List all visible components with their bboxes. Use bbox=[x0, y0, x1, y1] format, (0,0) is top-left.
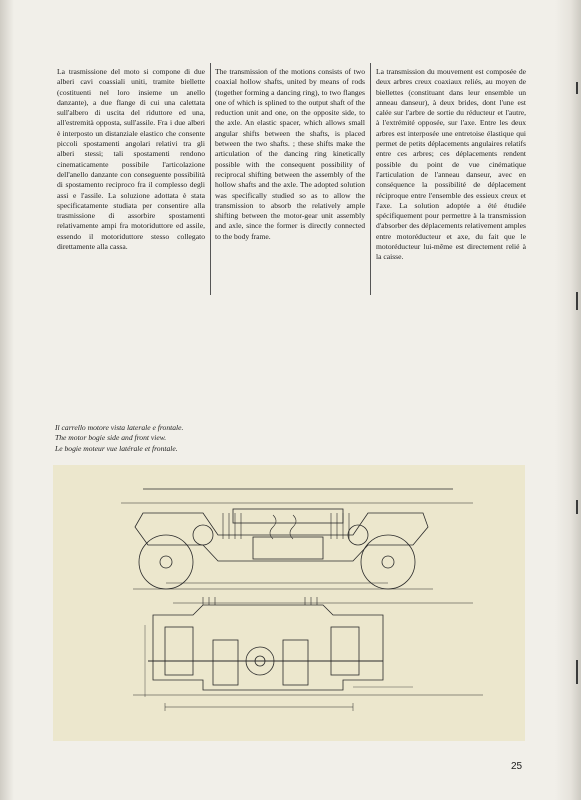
french-text-column: La transmission du mouvement est composée de deux arbres creux coaxiaux reliés, au moyen de biellettes (constituant dans leur ensemble un anneau danseur), à deux brides, dont l'une est calée sur l'arbre de sortie du réducteur et l'autre, à l'extrémité opposée, sur l'axe. Entre les deux arbres est interposée une entretoise élastique qui permet de petits déplacements angulaires relatifs entre ces arbres; ces déplacements rendent possible du point de vue cinématique l'articulation de l'anneau danseur, avec en conséquence la possibilité de déplacement réciproque entre l'ensemble des essieux creux et l'axe. La solution adoptée a été étudiée spécifiquement pour permettre à la transmission d'absorber des déplacements relativement amples entre motoréducteur et axe, du fait que le motoréducteur lui-même est directement relié à la caisse. bbox=[376, 67, 526, 262]
figure-captions bbox=[55, 423, 183, 454]
caption-italian: Il carrello motore vista laterale e frontale. bbox=[55, 423, 184, 432]
bogie-technical-drawing bbox=[53, 465, 525, 741]
bogie-side-view bbox=[121, 489, 473, 589]
italian-text-column: La trasmissione del moto si compone di due alberi cavi coassiali uniti, tramite biellette (costituenti nel loro insieme un anello danzante), a due flange di cui una calettata sull'albero di uscita del riduttore ed una, all'estremità opposta, sull'assile. Fra i due alberi è interposto un distanziale elastico che consente piccoli spostamenti angolari relativi tra gli alberi stessi; tali spostamenti rendono cinematicamente possibile l'articolazione dell'anello danzante con conseguente possibilità di spostamento reciproco fra il complesso degli assi e l'assile. La soluzione adottata è stata specificatamente studiata per consentire alla trasmissione di assorbire spostamenti relativamente ampi fra motoriduttore ed assile, essendo il motoriduttore stesso collegato direttamente alla cassa. bbox=[57, 67, 205, 252]
caption-french: Le bogie moteur vue latérale et frontale. bbox=[55, 443, 178, 453]
page-edge-mark bbox=[576, 500, 578, 514]
caption-english: The motor bogie side and front view. bbox=[55, 433, 167, 443]
page-edge-mark bbox=[576, 292, 578, 310]
page-edge-mark bbox=[576, 660, 578, 684]
column-divider bbox=[210, 63, 211, 295]
english-text-column: The transmission of the motions consists of two coaxial hollow shafts, united by means of rods (together forming a dancing ring), to two flanges one of which is splined to the output shaft of the reduction unit and one, on the opposite side, to the axle. An elastic spacer, which allows small angular shifts between the shafts, is placed between the two shafts. ; these shifts make the articulation of the dancing ring kinetically possible with the consequent possibility of reciprocal shifting between the assembly of the hollow shafts and the axle. The adopted solution was specifically studied so as to allow the transmission to absorb the relatively ample shifting between the motor-gear unit assembly and axle, since the former is directly connected to the body frame. bbox=[215, 67, 365, 241]
motor-bogie-drawing bbox=[53, 465, 525, 741]
column-divider bbox=[370, 63, 371, 295]
page-gutter-shadow bbox=[0, 0, 14, 800]
page-number: 25 bbox=[511, 761, 523, 772]
page-edge-mark bbox=[576, 82, 578, 94]
bogie-front-view bbox=[133, 597, 483, 711]
